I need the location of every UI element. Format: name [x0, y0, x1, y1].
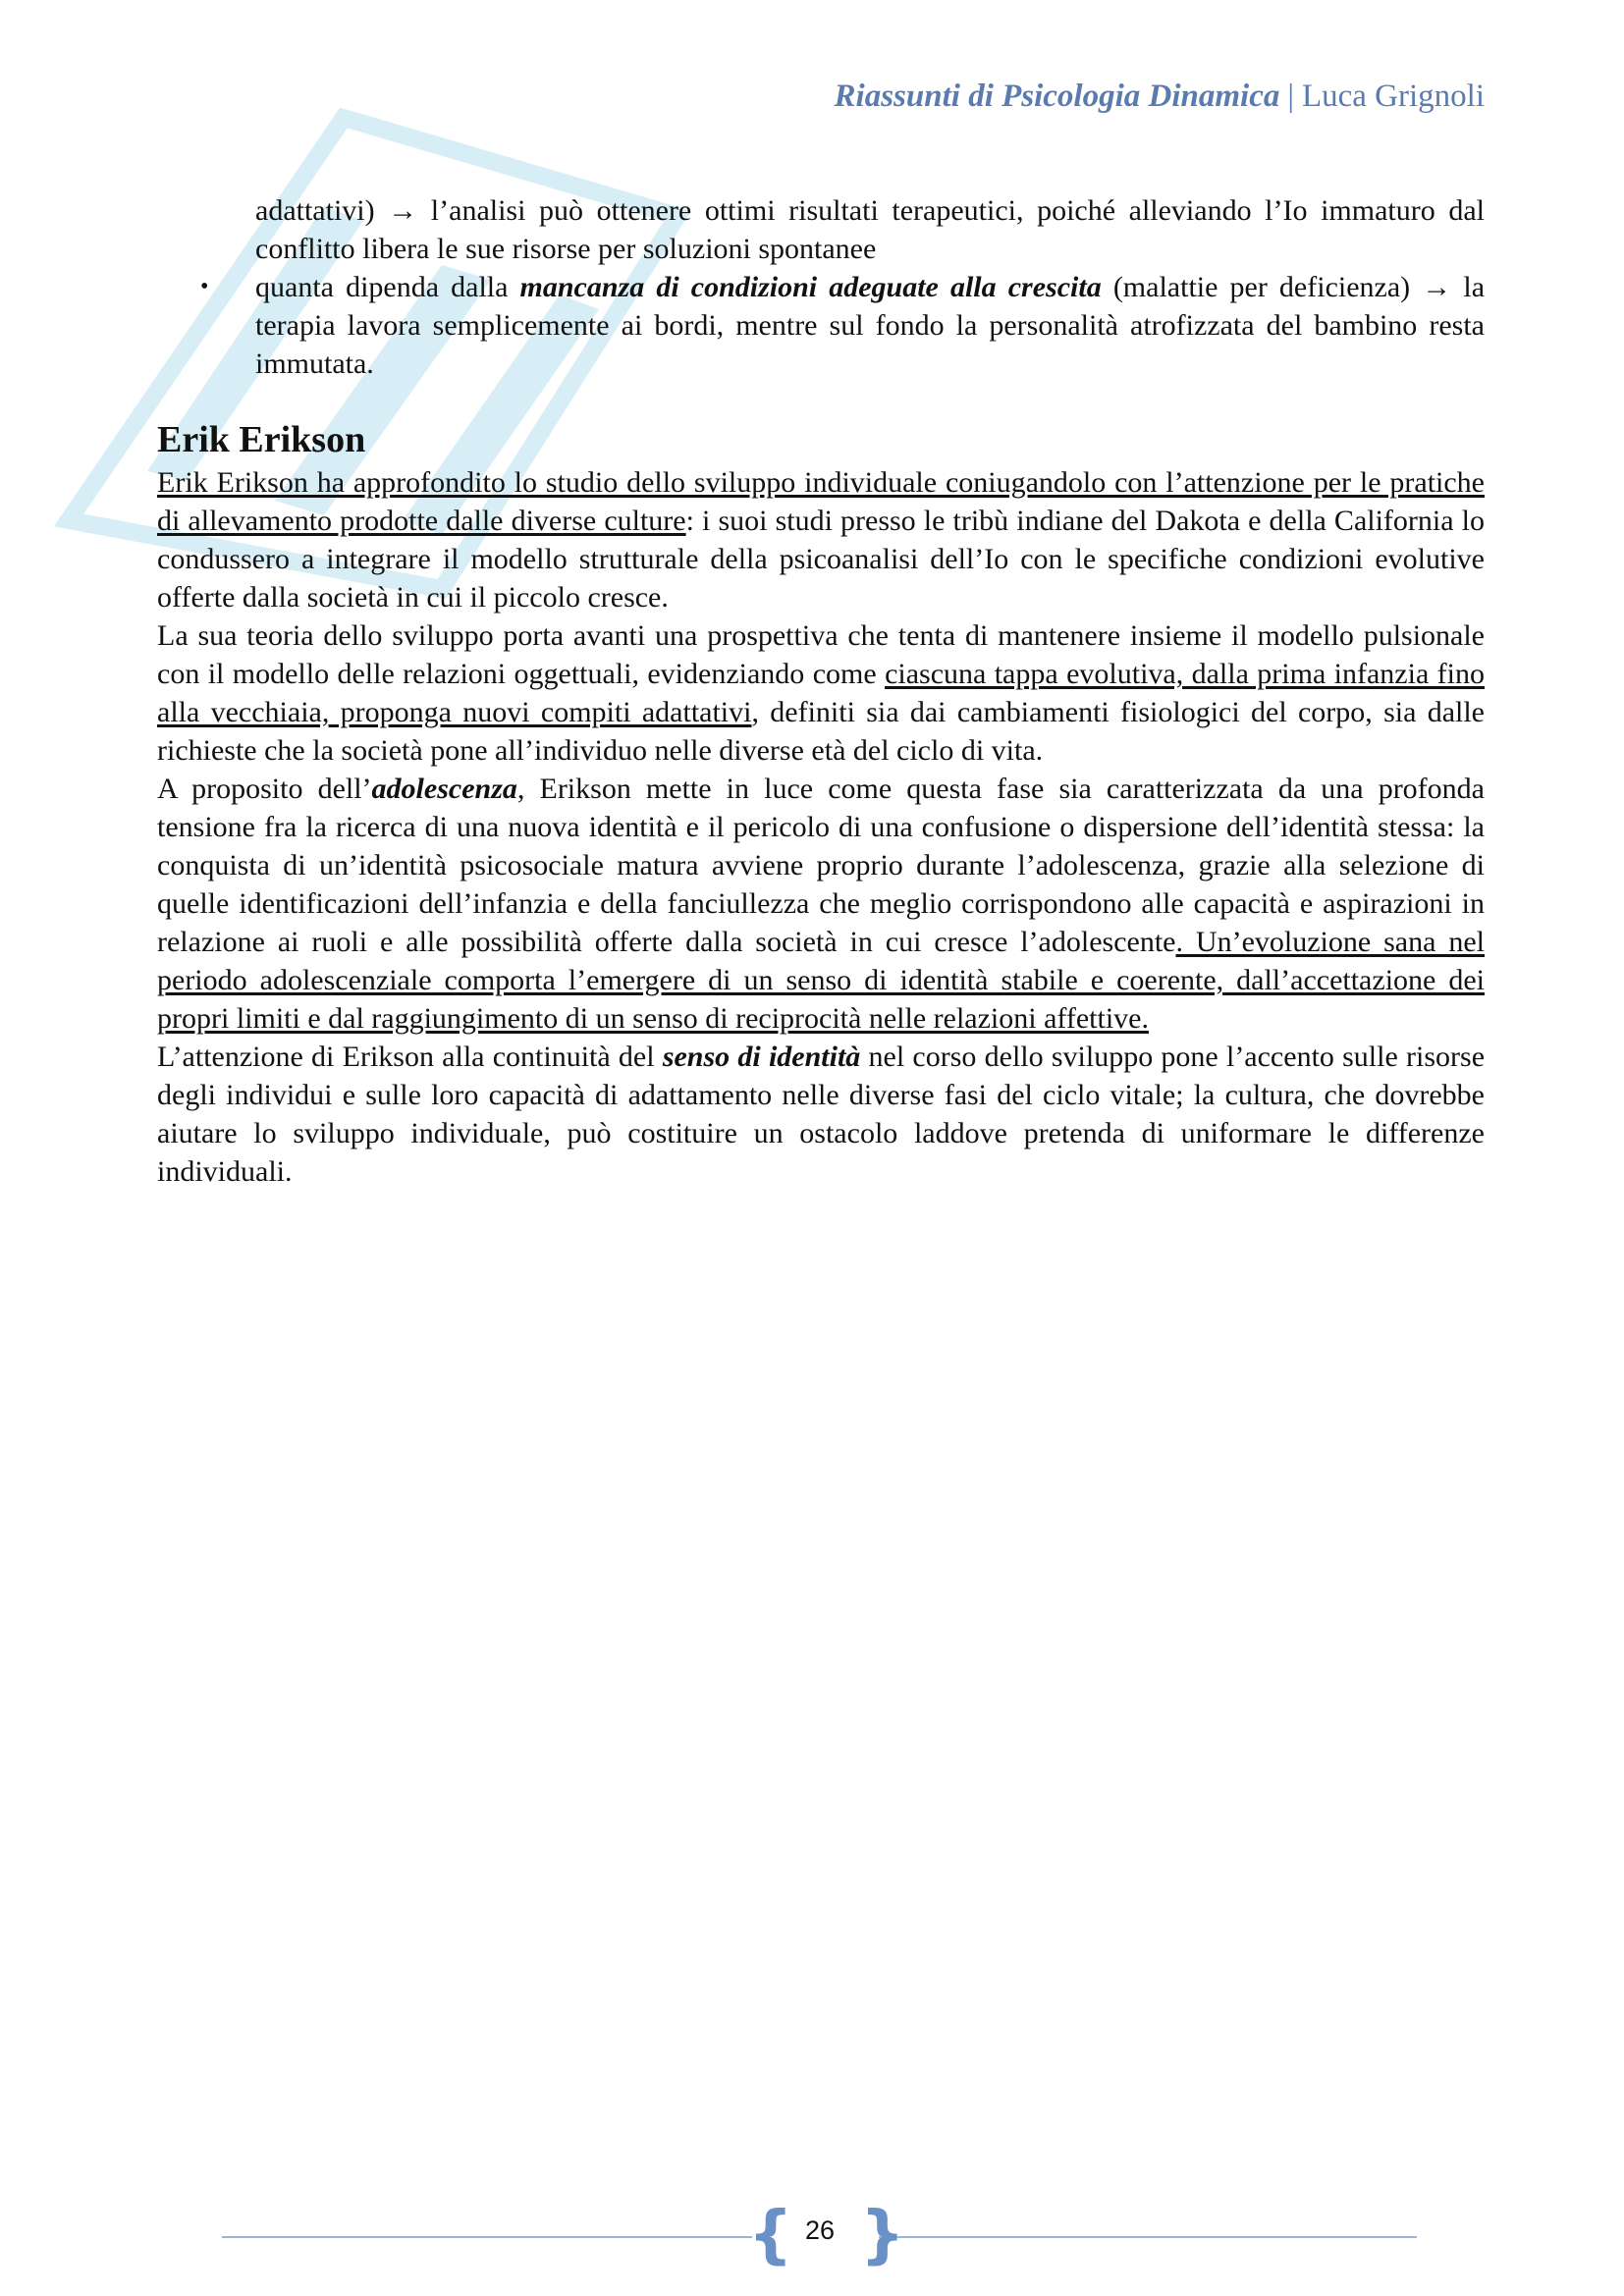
footer-rule-left — [222, 2236, 752, 2238]
header-title: Riassunti di Psicologia Dinamica — [834, 79, 1280, 114]
header-author: Luca Grignoli — [1301, 79, 1485, 114]
p2-before: La sua teoria dello sviluppo porta avanti una prospettiva che tenta di mantenere insieme il modello pulsionale con il modello delle relazioni oggettuali, evidenziando come — [157, 619, 1485, 690]
p2-after: , definiti sia dai cambiamenti fisiologici del corpo, sia dalle richieste che la società pone all’individuo nelle diverse età del ciclo di vita. — [157, 696, 1486, 767]
bullet-emphasis: mancanza di condizioni adeguate alla crescita — [519, 271, 1102, 303]
bullet-text-before: quanta dipenda dalla — [255, 271, 520, 303]
p1-underlined: Erik Erikson ha approfondito lo studio dello sviluppo individuale coniugandolo con l’attenzione per le pratiche di allevamento prodotte dalle diverse culture — [157, 466, 1485, 537]
p3-middle: , Erikson mette in luce come questa fase sia caratterizzata da una profonda tensione fra la ricerca di una nuova identità e il pericolo di una confusione o dispersione dell’identità stessa: la conquista di un’identità psicosociale matura avviene proprio durante l’adolescenza, grazie alla selezione di quelle identificazioni dell’infanzia e della fanciullezza che meglio corrispondono alle capacità e aspirazioni in relazione ai ruoli e alle possibilità offerte dalla società in cui cresce l’adolescente — [157, 773, 1485, 958]
paragraph-3 — [157, 770, 1485, 1038]
bullet-icon: • — [200, 274, 209, 299]
header-separator: | — [1287, 79, 1294, 114]
p4-before: L’attenzione di Erikson alla continuità del — [157, 1041, 663, 1073]
p3-before: A proposito dell’ — [157, 773, 372, 805]
p3-emphasis: adolescenza — [371, 773, 517, 805]
paragraph-1 — [157, 463, 1485, 616]
p3-underlined: . Un’evoluzione sana nel periodo adolescenziale comporta l’emergere di un senso di identità stabile e coerente, dall’accettazione dei propri limiti e dal raggiungimento di un senso di reciprocità nelle relazioni affettive. — [157, 926, 1485, 1035]
p4-after: nel corso dello sviluppo pone l’accento sulle risorse degli individui e sulle loro capacità di adattamento nelle diverse fasi del ciclo vitale; la cultura, che dovrebbe aiutare lo sviluppo individuale, può costituire un ostacolo laddove pretenda di uniformare le differenze individuali. — [157, 1041, 1486, 1188]
paragraph-4 — [157, 1038, 1485, 1191]
paragraph-2 — [157, 616, 1485, 770]
page-content — [157, 191, 1485, 1191]
section-heading: Erik Erikson — [157, 419, 366, 460]
p4-emphasis: senso di identità — [662, 1041, 861, 1073]
p2-underlined: ciascuna tappa evolutiva, dalla prima infanzia fino alla vecchiaia, proponga nuovi compiti adattativi — [157, 658, 1485, 728]
right-brace-icon: } — [860, 2199, 905, 2271]
bullet-text-after: (malattie per deficienza) → la terapia lavora semplicemente ai bordi, mentre sul fondo la personalità atrofizzata del bambino resta immutata. — [255, 271, 1486, 380]
left-brace-icon: { — [748, 2199, 793, 2271]
running-header — [835, 79, 1485, 115]
p1-rest: : i suoi studi presso le tribù indiane del Dakota e della California lo condussero a integrare il modello strutturale della psicoanalisi dell’Io con le specifiche condizioni evolutive offerte dalla società in cui il piccolo cresce. — [157, 505, 1485, 614]
list-item — [157, 268, 1485, 383]
footer-rule-right — [879, 2236, 1417, 2238]
bullet-continuation: adattativi) → l’analisi può ottenere ottimi risultati terapeutici, poiché alleviando l’Io immaturo dal conflitto libera le sue risorse per soluzioni spontanee — [255, 194, 1485, 265]
page-number: 26 — [804, 2216, 836, 2245]
bullet-list — [157, 268, 1485, 383]
